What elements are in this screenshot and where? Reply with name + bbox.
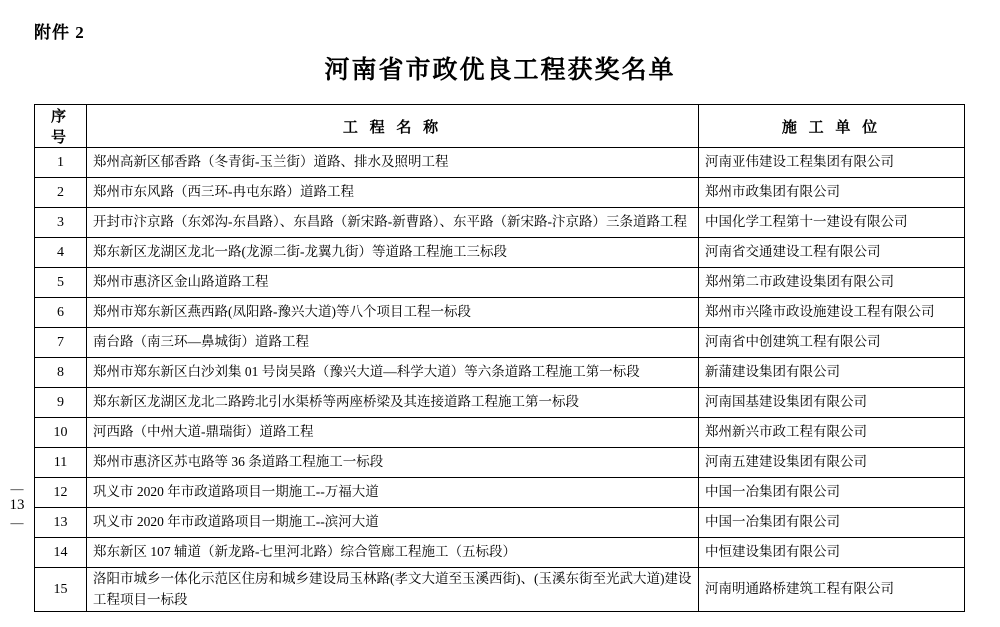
- table-row: [35, 538, 965, 568]
- table-row: [35, 208, 965, 238]
- column-header-project-name: 工 程 名 称: [87, 105, 699, 148]
- cell-project-name: 郑东新区龙湖区龙北一路(龙源二街-龙翼九街）等道路工程施工三标段: [87, 238, 699, 268]
- cell-unit: 中国化学工程第十一建设有限公司: [699, 208, 965, 238]
- cell-project-name: 开封市汴京路（东郊沟-东昌路）、东昌路（新宋路-新曹路）、东平路（新宋路-汴京路）三条道路工程: [87, 208, 699, 238]
- table-row: [35, 238, 965, 268]
- cell-project-name: 巩义市 2020 年市政道路项目一期施工--滨河大道: [87, 508, 699, 538]
- cell-no: 13: [35, 508, 87, 538]
- cell-no: 15: [35, 568, 87, 612]
- cell-no: 10: [35, 418, 87, 448]
- cell-project-name: 郑州市郑东新区白沙刘集 01 号岗吴路（豫兴大道—科学大道）等六条道路工程施工第一标段: [87, 358, 699, 388]
- cell-project-name: 洛阳市城乡一体化示范区住房和城乡建设局玉林路(孝文大道至玉溪西街)、(玉溪东街至光武大道)建设工程项目一标段: [87, 568, 699, 612]
- award-list-table: [34, 104, 965, 612]
- cell-unit: 河南明通路桥建筑工程有限公司: [699, 568, 965, 612]
- table-row: [35, 448, 965, 478]
- cell-project-name: 郑东新区 107 辅道（新龙路-七里河北路）综合管廊工程施工（五标段）: [87, 538, 699, 568]
- table-header-row: [35, 105, 965, 148]
- cell-project-name: 郑州高新区郁香路（冬青街-玉兰街）道路、排水及照明工程: [87, 148, 699, 178]
- cell-no: 2: [35, 178, 87, 208]
- cell-no: 14: [35, 538, 87, 568]
- cell-project-name: 郑东新区龙湖区龙北二路跨北引水渠桥等两座桥梁及其连接道路工程施工第一标段: [87, 388, 699, 418]
- cell-unit: 郑州新兴市政工程有限公司: [699, 418, 965, 448]
- page-number-dash-bottom: —: [10, 515, 24, 530]
- attachment-label: 附件 2: [34, 23, 85, 42]
- cell-unit: 河南亚伟建设工程集团有限公司: [699, 148, 965, 178]
- cell-no: 9: [35, 388, 87, 418]
- cell-unit: 中国一冶集团有限公司: [699, 478, 965, 508]
- cell-no: 8: [35, 358, 87, 388]
- table-row: [35, 388, 965, 418]
- cell-project-name: 巩义市 2020 年市政道路项目一期施工--万福大道: [87, 478, 699, 508]
- table-row: [35, 358, 965, 388]
- table-row: [35, 328, 965, 358]
- cell-unit: 郑州第二市政建设集团有限公司: [699, 268, 965, 298]
- cell-no: 5: [35, 268, 87, 298]
- cell-project-name: 南台路（南三环—鼻城街）道路工程: [87, 328, 699, 358]
- page-number-value: 13: [9, 497, 25, 513]
- cell-unit: 河南五建建设集团有限公司: [699, 448, 965, 478]
- cell-project-name: 郑州市郑东新区燕西路(凤阳路-豫兴大道)等八个项目工程一标段: [87, 298, 699, 328]
- table-row: [35, 298, 965, 328]
- cell-no: 11: [35, 448, 87, 478]
- column-header-no: 序 号: [35, 105, 87, 148]
- cell-no: 12: [35, 478, 87, 508]
- cell-no: 6: [35, 298, 87, 328]
- cell-no: 3: [35, 208, 87, 238]
- cell-project-name: 郑州市惠济区苏屯路等 36 条道路工程施工一标段: [87, 448, 699, 478]
- cell-unit: 郑州市政集团有限公司: [699, 178, 965, 208]
- table-row: [35, 178, 965, 208]
- cell-project-name: 郑州市东风路（西三环-冉屯东路）道路工程: [87, 178, 699, 208]
- table-body: [35, 148, 965, 612]
- cell-project-name: 河西路（中州大道-鼎瑞街）道路工程: [87, 418, 699, 448]
- cell-unit: 郑州市兴隆市政设施建设工程有限公司: [699, 298, 965, 328]
- cell-unit: 河南省交通建设工程有限公司: [699, 238, 965, 268]
- cell-unit: 河南国基建设集团有限公司: [699, 388, 965, 418]
- cell-unit: 中恒建设集团有限公司: [699, 538, 965, 568]
- table-row: [35, 418, 965, 448]
- cell-unit: 河南省中创建筑工程有限公司: [699, 328, 965, 358]
- table-row: [35, 568, 965, 612]
- table-row: [35, 268, 965, 298]
- cell-unit: 中国一冶集团有限公司: [699, 508, 965, 538]
- table-row: [35, 148, 965, 178]
- cell-project-name: 郑州市惠济区金山路道路工程: [87, 268, 699, 298]
- page-title: 河南省市政优良工程获奖名单: [324, 57, 676, 84]
- side-page-number: [6, 480, 28, 531]
- cell-no: 7: [35, 328, 87, 358]
- table-row: [35, 508, 965, 538]
- column-header-unit: 施 工 单 位: [699, 105, 965, 148]
- cell-no: 1: [35, 148, 87, 178]
- cell-no: 4: [35, 238, 87, 268]
- cell-unit: 新蒲建设集团有限公司: [699, 358, 965, 388]
- table-row: [35, 478, 965, 508]
- page-number-dash-top: —: [10, 481, 24, 496]
